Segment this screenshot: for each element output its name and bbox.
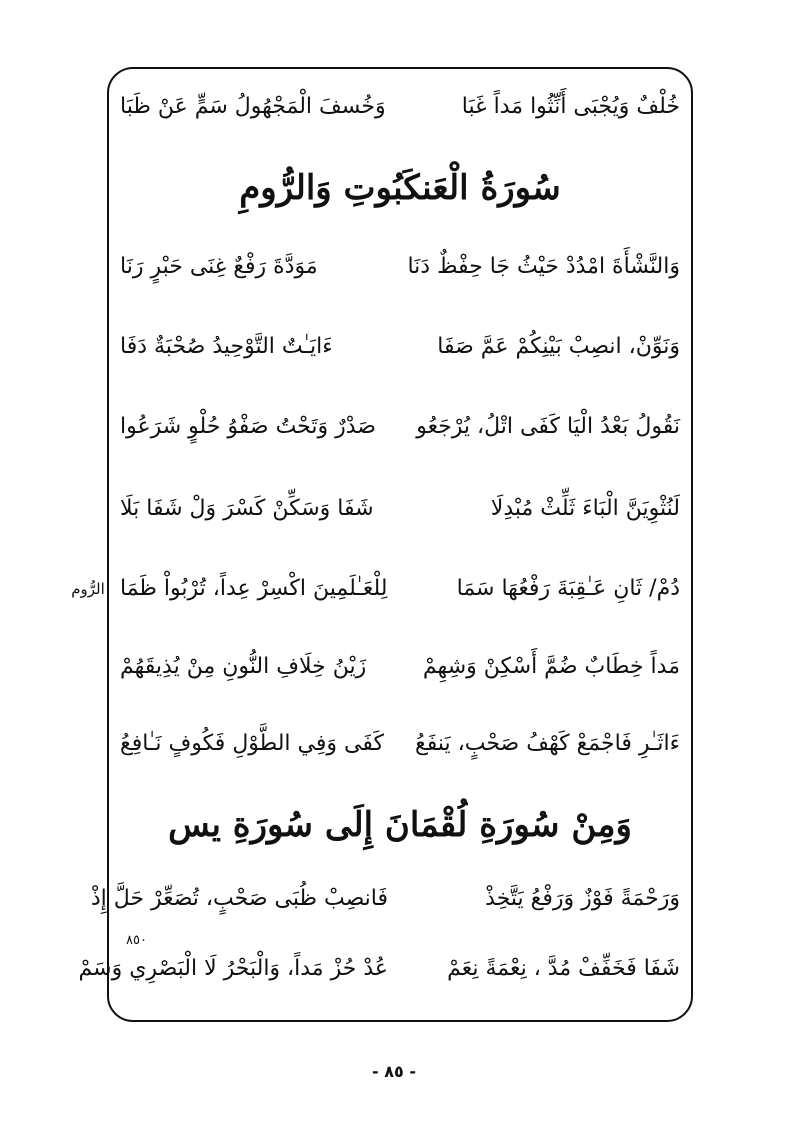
- verse-line: [120, 487, 680, 531]
- page-number: - ٨٥ -: [372, 1062, 416, 1081]
- verse-second-hemistich: زَيْنُ خِلَافِ النُّونِ مِنْ يُذِيقَهُمْ: [120, 654, 367, 679]
- verse-first-hemistich: شَفَا فَخَفِّفْ مُدَّ ، نِعْمَةً نِعَمْ: [447, 956, 680, 981]
- verse-first-hemistich: مَداً خِطَابٌ ضُمَّ أَسْكِنْ وَشِهِمْ: [422, 654, 680, 679]
- surah-heading: سُورَةُ الْعَنكَبُوتِ وَالرُّومِ: [239, 168, 561, 208]
- verse-line: [120, 567, 680, 611]
- verse-second-hemistich: شَفَا وَسَكِّنْ كَسْرَ وَلْ شَفَا بَلَا: [120, 496, 374, 521]
- verse-second-hemistich: ءَايَـٰتٌ التَّوْحِيدُ صُحْبَةٌ دَفَا: [120, 334, 333, 359]
- verse-line: [120, 85, 680, 129]
- verse-number: ٨٥٠: [126, 933, 147, 948]
- verse-line: [120, 325, 680, 369]
- verse-first-hemistich: ءَاثَـٰرِ فَاجْمَعْ كَهْفُ صَحْبٍ، يَنفَعُ: [415, 731, 680, 756]
- verse-first-hemistich: نَقُولُ بَعْدُ الْيَا كَفَى اتْلُ، يُرْجَعُو: [416, 414, 680, 439]
- surah-heading: وَمِنْ سُورَةِ لُقْمَانَ إِلَى سُورَةِ يس: [168, 805, 632, 845]
- verse-second-hemistich: مَوَدَّةَ رَفْعٌ غِنَى حَبْرٍ رَنَا: [120, 254, 318, 279]
- verse-line: [90, 877, 680, 921]
- verse-line: [120, 245, 680, 289]
- verse-second-hemistich: فَانصِبْ ظُبَى صَحْبٍ، تُصَعِّرْ حَلَّ إِذْ: [90, 886, 388, 911]
- verse-first-hemistich: وَالنَّشْأَةَ امْدُدْ حَيْثُ جَا حِفْظٌ دَنَا: [407, 254, 680, 279]
- verse-second-hemistich: كَفَى وَفِي الطَّوْلِ فَكُوفٍ نَـٰافِعُ: [120, 731, 384, 756]
- verse-second-hemistich: عُدْ حُزْ مَداً، وَالْبَحْرُ لَا الْبَصْرِي وَسَمْ: [78, 956, 388, 981]
- verse-line: [78, 947, 680, 991]
- verse-first-hemistich: وَرَحْمَةً فَوْزٌ وَرَفْعُ يَتَّخِذْ: [485, 886, 680, 911]
- verse-first-hemistich: وَنَوِّنْ، انصِبْ بَيْنِكُمْ عَمَّ صَفَا: [437, 334, 680, 359]
- verse-second-hemistich: لِلْعَـٰلَمِينَ اكْسِرْ عِداً، تُرْبُواْ ظَمَا: [120, 576, 388, 601]
- verse-second-hemistich: وَخُسفَ الْمَجْهُولُ سَمٍّ عَنْ ظَبَا: [120, 94, 386, 119]
- verse-first-hemistich: دُمْ/ ثَانِ عَـٰقِبَةَ رَفْعُهَا سَمَا: [456, 576, 680, 601]
- verse-line: [120, 645, 680, 689]
- verse-line: [120, 722, 680, 766]
- verse-first-hemistich: لَنُثْوِيَنَّ الْبَاءَ ثَلِّثْ مُبْدِلَا: [490, 496, 680, 521]
- margin-surah-label: الرُّوم: [71, 580, 105, 598]
- verse-line: [120, 405, 680, 449]
- verse-first-hemistich: خُلْفٌ وَيُجْبَى أَنِّثُوا مَداً غَبَا: [461, 94, 680, 119]
- verse-second-hemistich: صَدْرٌ وَتَحْتُ صَفْوُ حُلْوٍ شَرَعُوا: [120, 414, 376, 439]
